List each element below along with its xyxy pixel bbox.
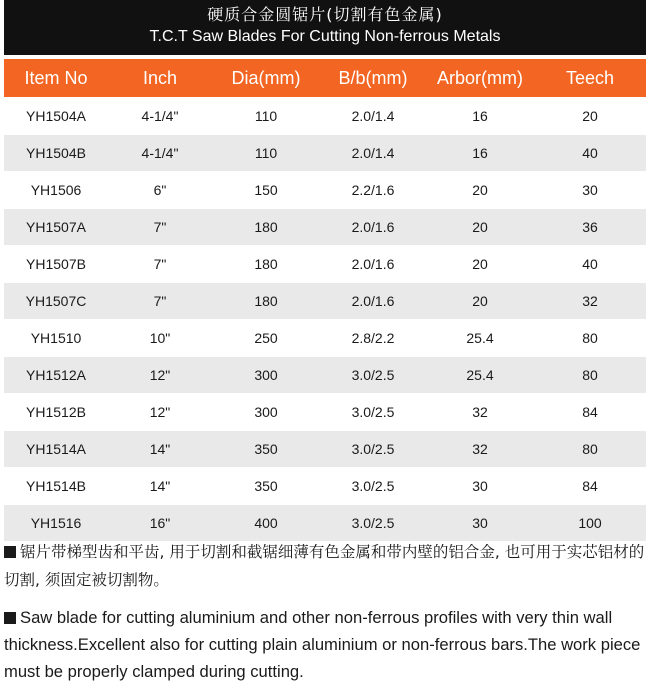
table-row (4, 246, 646, 283)
note-chinese (4, 538, 649, 594)
cell-arbor: 20 (426, 283, 534, 320)
cell-bb: 2.8/2.2 (320, 320, 426, 357)
table-row (4, 209, 646, 246)
bullet-square-icon (4, 612, 16, 624)
cell-item-no: YH1510 (4, 320, 108, 357)
table-row (4, 172, 646, 209)
cell-inch: 7" (108, 246, 212, 283)
cell-arbor: 16 (426, 98, 534, 135)
cell-bb: 3.0/2.5 (320, 357, 426, 394)
table-row (4, 283, 646, 320)
cell-teech: 80 (534, 357, 646, 394)
cell-inch: 14" (108, 468, 212, 505)
cell-item-no: YH1507A (4, 209, 108, 246)
table-row (4, 357, 646, 394)
cell-item-no: YH1507B (4, 246, 108, 283)
cell-teech: 40 (534, 135, 646, 172)
cell-teech: 30 (534, 172, 646, 209)
cell-item-no: YH1504B (4, 135, 108, 172)
table-row (4, 505, 646, 542)
cell-dia: 400 (212, 505, 320, 542)
column-header-bb: B/b(mm) (320, 59, 426, 98)
cell-arbor: 32 (426, 394, 534, 431)
cell-inch: 16" (108, 505, 212, 542)
column-header-arbor: Arbor(mm) (426, 59, 534, 98)
cell-bb: 2.0/1.6 (320, 246, 426, 283)
cell-inch: 4-1/4" (108, 135, 212, 172)
cell-bb: 2.0/1.4 (320, 98, 426, 135)
note-english (4, 604, 649, 685)
table-body (4, 98, 646, 542)
cell-teech: 84 (534, 394, 646, 431)
cell-dia: 350 (212, 431, 320, 468)
cell-bb: 3.0/2.5 (320, 468, 426, 505)
column-header-item-no: Item No (4, 59, 108, 98)
cell-dia: 300 (212, 357, 320, 394)
spec-table (4, 59, 646, 541)
cell-item-no: YH1506 (4, 172, 108, 209)
cell-inch: 7" (108, 209, 212, 246)
table-header-row (4, 59, 646, 98)
notes-section (4, 538, 649, 685)
cell-item-no: YH1512B (4, 394, 108, 431)
cell-bb: 2.0/1.6 (320, 283, 426, 320)
cell-teech: 100 (534, 505, 646, 542)
cell-inch: 6" (108, 172, 212, 209)
cell-arbor: 20 (426, 172, 534, 209)
cell-item-no: YH1512A (4, 357, 108, 394)
cell-inch: 12" (108, 394, 212, 431)
table-row (4, 135, 646, 172)
column-header-inch: Inch (108, 59, 212, 98)
cell-arbor: 30 (426, 505, 534, 542)
table-row (4, 394, 646, 431)
cell-dia: 150 (212, 172, 320, 209)
cell-teech: 36 (534, 209, 646, 246)
cell-bb: 3.0/2.5 (320, 505, 426, 542)
cell-arbor: 30 (426, 468, 534, 505)
cell-teech: 80 (534, 431, 646, 468)
table-row (4, 320, 646, 357)
cell-item-no: YH1514B (4, 468, 108, 505)
table-row (4, 431, 646, 468)
cell-inch: 4-1/4" (108, 98, 212, 135)
cell-item-no: YH1507C (4, 283, 108, 320)
cell-inch: 14" (108, 431, 212, 468)
cell-teech: 40 (534, 246, 646, 283)
column-header-teech: Teech (534, 59, 646, 98)
table-row (4, 468, 646, 505)
column-header-dia: Dia(mm) (212, 59, 320, 98)
title-banner (4, 0, 646, 55)
note-chinese-text: 锯片带梯型齿和平齿, 用于切割和截锯细薄有色金属和带内壁的铝合金, 也可用于实芯铝材的切割, 须固定被切割物。 (4, 543, 645, 589)
title-chinese: 硬质合金圆锯片(切割有色金属) (207, 5, 443, 24)
cell-arbor: 32 (426, 431, 534, 468)
cell-dia: 110 (212, 135, 320, 172)
table-row (4, 98, 646, 135)
cell-bb: 3.0/2.5 (320, 431, 426, 468)
cell-arbor: 20 (426, 209, 534, 246)
cell-bb: 3.0/2.5 (320, 394, 426, 431)
cell-dia: 180 (212, 209, 320, 246)
cell-arbor: 20 (426, 246, 534, 283)
cell-dia: 350 (212, 468, 320, 505)
cell-arbor: 25.4 (426, 357, 534, 394)
cell-bb: 2.2/1.6 (320, 172, 426, 209)
cell-dia: 180 (212, 246, 320, 283)
cell-teech: 20 (534, 98, 646, 135)
cell-dia: 250 (212, 320, 320, 357)
cell-teech: 32 (534, 283, 646, 320)
bullet-square-icon (4, 546, 16, 558)
note-english-text: Saw blade for cutting aluminium and other non-ferrous profiles with very thin wall thickness.Excellent also for cutting plain aluminium or non-ferrous bars.The work piece must be properly clamped during cutting. (4, 608, 641, 681)
cell-teech: 80 (534, 320, 646, 357)
cell-teech: 84 (534, 468, 646, 505)
cell-bb: 2.0/1.4 (320, 135, 426, 172)
cell-inch: 7" (108, 283, 212, 320)
cell-bb: 2.0/1.6 (320, 209, 426, 246)
cell-arbor: 25.4 (426, 320, 534, 357)
cell-inch: 12" (108, 357, 212, 394)
cell-item-no: YH1504A (4, 98, 108, 135)
cell-dia: 180 (212, 283, 320, 320)
cell-item-no: YH1516 (4, 505, 108, 542)
cell-arbor: 16 (426, 135, 534, 172)
cell-dia: 110 (212, 98, 320, 135)
cell-item-no: YH1514A (4, 431, 108, 468)
cell-inch: 10" (108, 320, 212, 357)
title-english: T.C.T Saw Blades For Cutting Non-ferrous Metals (149, 28, 501, 45)
cell-dia: 300 (212, 394, 320, 431)
